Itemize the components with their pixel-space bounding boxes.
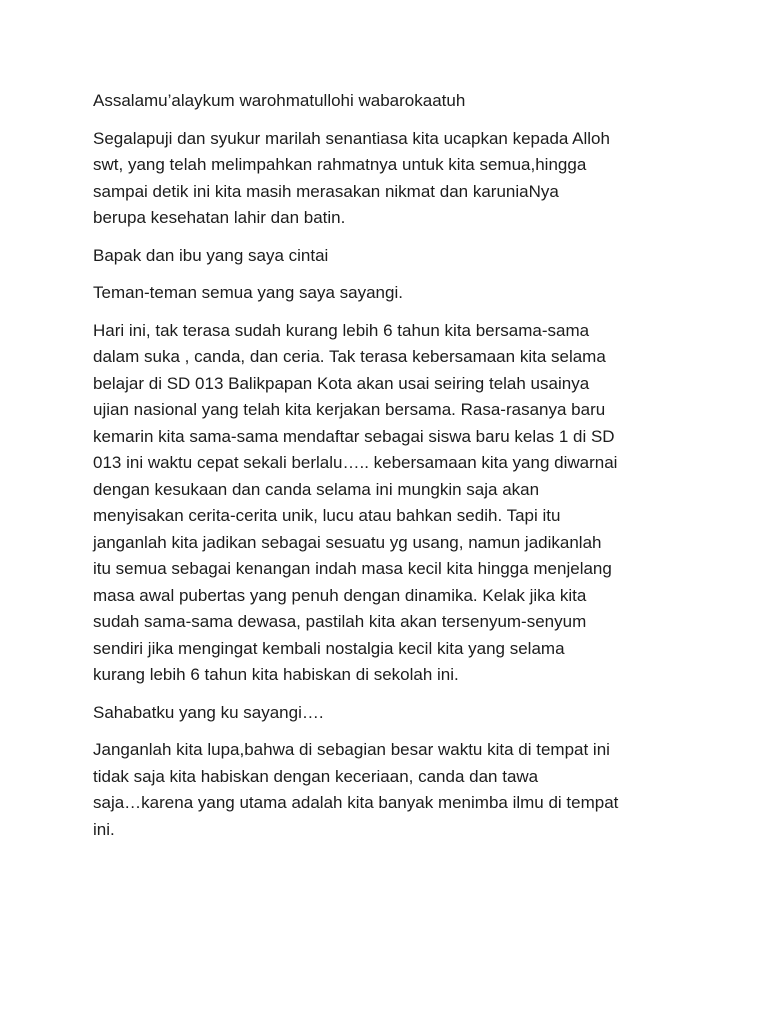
text-line: kurang lebih 6 tahun kita habiskan di sekolah ini. — [93, 665, 459, 684]
text-line: Teman-teman semua yang saya sayangi. — [93, 283, 403, 302]
paragraph — [93, 126, 698, 232]
text-line: sampai detik ini kita masih merasakan nikmat dan karuniaNya — [93, 181, 559, 201]
text-line: berupa kesehatan lahir dan batin. — [93, 208, 346, 227]
text-line: itu semua sebagai kenangan indah masa kecil kita hingga menjelang — [93, 559, 612, 578]
text-line: sendiri jika mengingat kembali nostalgia kecil kita yang selama — [93, 638, 565, 658]
text-line: sudah sama-sama dewasa, pastilah kita akan tersenyum-senyum — [93, 612, 587, 631]
text-line: ini. — [93, 819, 115, 839]
text-line: swt, yang telah melimpahkan rahmatnya untuk kita semua,hingga — [93, 155, 587, 174]
paragraph — [93, 318, 698, 689]
text-line: dalam suka , canda, dan ceria. Tak terasa kebersamaan kita selama — [93, 347, 606, 366]
paragraph — [93, 280, 698, 307]
text-line: ujian nasional yang telah kita kerjakan bersama. Rasa-rasanya baru — [93, 400, 606, 419]
paragraph — [93, 243, 698, 270]
text-line: tidak saja kita habiskan dengan keceriaan, canda dan tawa — [93, 766, 539, 786]
paragraph — [93, 737, 698, 843]
text-line: Segalapuji dan syukur marilah senantiasa kita ucapkan kepada Alloh — [93, 128, 610, 148]
text-line: Assalamu’alaykum warohmatullohi wabarokaatuh — [93, 91, 466, 110]
text-line: menyisakan cerita-cerita unik, lucu atau bahkan sedih. Tapi itu — [93, 506, 561, 525]
text-line: masa awal pubertas yang penuh dengan dinamika. Kelak jika kita — [93, 585, 587, 605]
text-line: saja…karena yang utama adalah kita banyak menimba ilmu di tempat — [93, 793, 619, 812]
text-line: Sahabatku yang ku sayangi…. — [93, 702, 324, 722]
text-line: 013 ini waktu cepat sekali berlalu….. kebersamaan kita yang diwarnai — [93, 453, 618, 472]
document-body — [93, 88, 698, 843]
text-line: Janganlah kita lupa,bahwa di sebagian besar waktu kita di tempat ini — [93, 740, 610, 759]
paragraph — [93, 700, 698, 727]
text-line: Hari ini, tak terasa sudah kurang lebih 6 tahun kita bersama-sama — [93, 320, 590, 340]
text-line: dengan kesukaan dan canda selama ini mungkin saja akan — [93, 479, 540, 499]
text-line: belajar di SD 013 Balikpapan Kota akan usai seiring telah usainya — [93, 373, 590, 393]
text-line: kemarin kita sama-sama mendaftar sebagai siswa baru kelas 1 di SD — [93, 426, 615, 446]
text-line: Bapak dan ibu yang saya cintai — [93, 245, 329, 265]
text-line: janganlah kita jadikan sebagai sesuatu yg usang, namun jadikanlah — [93, 532, 602, 552]
paragraph — [93, 88, 698, 115]
